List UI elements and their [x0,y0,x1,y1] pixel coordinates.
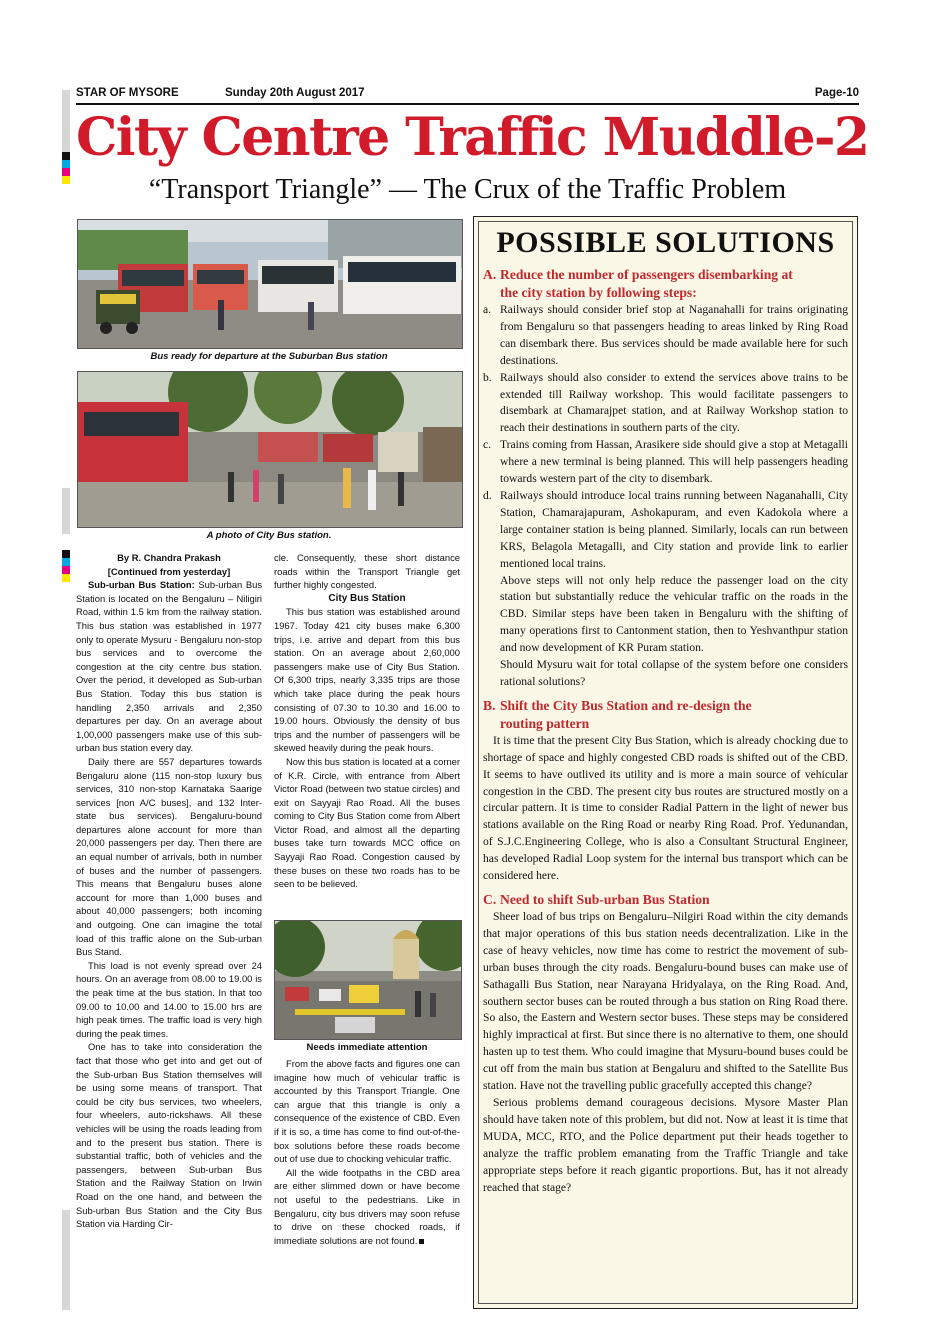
article-column-2-continued [274,1057,460,1247]
article-paragraph: This load is not evenly spread over 24 hours. On an average from 08.00 to 19.00 is the peak time at the bus station. In that too 09.00 to 10.00 and 14.00 to 15.00 hrs are high peak times. The traffic load is very high during the peak times. [76,959,262,1039]
solution-paragraph: It is time that the present City Bus Station, which is already chocking due to shortage of space and highly congested CBD roads is shifted out of the CBD. It seems to have outlived its utility and is more a main source of vehicular congestion in the CBD. The present city bus routes are structured mostly on a circular pattern. It is time to consider Radial Pattern in the light of newer bus stations available on the Ring Road or nearby Ring Road. Prof. Yedunandan, of S.J.C.Engineering College, who is also a Consultant Structural Engineer, has developed Radial Loop system for the internal bus transport which can be considered here. [483,733,848,883]
article-paragraph: Now this bus station is located at a corner of K.R. Circle, with entrance from Albert Victor Road (between two statue circles) and exit on Sayyaji Rao Road. All the buses coming to City Bus Station come from Albert Victor Road, and almost all the departing buses take turn towards MCC office on Sayyaji Rao Road. Congestion caused by these buses on these two roads has to be seen to be believed. [274,755,460,890]
photo-caption: A photo of City Bus station. [206,530,332,541]
margin-registration-bar [62,488,70,534]
article-paragraph: Daily there are 557 departures towards Bengaluru alone (115 non-stop luxury bus services, 310 non-stop Karnataka Saarige services [non A/C buses], and 132 Inter-state bus services). Bengaluru-bound departures alone account for more than 20,000 passengers per day. Then there are an equal number of arrivals, both in number of buses and the number of passengers. This means that Bengaluru buses alone account for more than 1,000 buses and about 40,000 passengers; both incoming and outgoing. One can imagine the total load of this traffic alone on the Sub-urban Bus Stand. [76,755,262,958]
solution-item: b. Railways should also consider to extend the services above trains to be extended till Railway workshop. This would facilitate passengers to disembark at Chamarajpet station, and at Railway Workshop station to reach their destinations in southern parts of the city. [483,370,848,435]
photo-traffic-congestion [274,920,462,1040]
photo-suburban-bus-station [77,219,463,349]
margin-registration-bar [62,1210,70,1310]
byline: By R. Chandra Prakash [117,552,221,563]
article-paragraph: From the above facts and figures one can imagine how much of vehicular traffic is accounted by this Transport Triangle. One can argue that this triangle is only a consequence of the existence of CBD. Even if it is so, a time has come to find out-of-the-box solutions before these roads become out of use due to chocking vehicular traffic. [274,1058,460,1165]
solution-paragraph: Above steps will not only help reduce the passenger load on the city station but substantially reduce the vehicular traffic on the roads in the CBD. Similar steps have been taken in Bengaluru with the shifting of many operations first to Cantonment station, then to Yeshvanthpur station and now development of KR Puram station. [500,573,848,655]
headline: City Centre Traffic Muddle-2 [76,107,869,168]
photo-city-bus-station [77,371,463,528]
article-paragraph: Sub-urban Bus Station is located on the Bengaluru – Niligiri Road, within 1.5 km from the railway station. This bus station was established in 1977 only to operate Mysuru - Bengaluru non-stop bus services and to overcome the congestion at the city centre bus station. Over the period, it developed as Sub-urban Bus Station. Today this bus station is handling 2,350 arrivals and 2,350 departures per day. On an average about 1,00,000 passengers make use of this sub-urban bus station every day. [76,579,263,754]
cmyk-color-marks [62,152,70,184]
solution-paragraph: Sheer load of bus trips on Bengaluru–Nilgiri Road within the city demands that major operations of this bus station needs decentralization. Like in the case of heavy vehicles, now time has come to restrict the movement of sub-urban buses through the city roads. Bengaluru-bound buses can make use of Sathagalli Bus Station, near Narayana Hridyalaya, on the Ring Road. And, southern sector buses can be routed through a bus station on Ring Road there. So also, the Eastern and Western sector buses. These steps may be considered highly impractical at first. But since there is no alternative to them, one should hasten up to test them. Who could imagine that Mysuru-bound buses could be cut off from the main bus station at Bengaluru and shifted to the Satellite Bus station. Have not the travelling public gracefully accepted this change? [483,910,848,1093]
article-paragraph: All the wide footpaths in the CBD area are either slimmed down or have become not useful to the pedestrians. Like in Bengaluru, city bus drivers may soon refuse to drive on these chocked roads, if immediate solutions are not found. [274,1166,460,1246]
page-header [76,87,859,103]
subheadline: “Transport Triangle” — The Crux of the Traffic Problem [148,174,787,205]
margin-registration-bar [62,90,70,152]
continued-note: [Continued from yesterday] [107,565,231,577]
cmyk-color-marks [62,550,70,582]
section-a-heading: A. Reduce the number of passengers disembarking at the city station by following steps: [483,267,793,300]
photo-caption: Needs immediate attention [306,1042,428,1053]
solution-paragraph: Serious problems demand courageous decisions. Mysore Master Plan should have taken note of this problem, but did not. Now at least it is time that MUDA, MCC, RTO, and the Police department put their heads together to analyze the traffic problem emanating from the Traffic Triangle and take appropriate steps before it reach gigantic proportions. But, has it not already reached that stage? [483,1095,848,1194]
solution-paragraph: Should Mysuru wait for total collapse of the system before one considers rational solutions? [500,658,848,688]
solution-item: d. Railways should introduce local trains running between Naganahalli, City Station, Chamarajapuram, Ashokapuram, and even Kadokola where a large container station is being planned. Similarly, locals can run between KRS, Belagola Metagalli, and City station and provide link to earlier mentioned local trains. [483,488,848,570]
solution-item: c. Trains coming from Hassan, Arasikere side should give a stop at Metagalli where a new terminal is being planned. This will help passengers heading towards western part of the city to disembark. [483,438,848,486]
photo-caption: Bus ready for departure at the Suburban Bus station [150,351,388,362]
possible-solutions-box [473,216,858,1309]
page-number: Page-10 [814,87,859,99]
article-paragraph: This bus station was established around 1967. Today 421 city buses make 6,300 trips, i.e. arrive and depart from this bus station. On an average about 2,60,000 passengers make use of City Bus Station. Of 6,300 trips, nearly 3,335 trips are those which take place during the peak hours consisting of 07.30 to 10.30 and 16.00 to 19.00 hours. Obviously the density of bus trips and the number of passengers will be skewed heavily during the peak hours. [274,606,460,754]
section-b-heading: B. Shift the City Bus Station and re-design the routing pattern [483,697,752,731]
publication-name: STAR OF MYSORE [76,87,179,99]
end-mark [419,1239,424,1244]
solution-item: a. Railways should consider brief stop at Naganahalli for trains originating from Bengaluru so that passengers heading to areas linked by Ring Road can disembark there. Bus services should be made available here for such destinations. [483,303,848,367]
article-paragraph: One has to take into consideration the fact that those who get into and get out of the Sub-urban Bus Station themselves will be using some means of transport. That could be city bus services, two wheelers, four wheelers, auto-rickshaws. All these vehicles will be using the roads leading from and to the present bus station. There is substantial traffic, both of vehicles and the passengers, between Sub-urban Bus Station and the Railway Station on Irwin Road on the one hand, and between the Sub-urban Bus Station and the City Bus Station via Harding Cir- [76,1041,262,1230]
section-c-heading: C. Need to shift Sub-urban Bus Station [483,892,710,907]
box-title: POSSIBLE SOLUTIONS [496,226,835,259]
article-paragraph: cle. Consequently, these short distance roads within the Transport Triangle get further highly congested. [274,552,460,591]
section-heading: City Bus Station [328,592,406,604]
issue-date: Sunday 20th August 2017 [225,87,365,99]
subsection-lead: Sub-urban Bus Station: [88,579,195,591]
article-column-2 [274,551,460,891]
article-column-1 [76,551,262,1231]
